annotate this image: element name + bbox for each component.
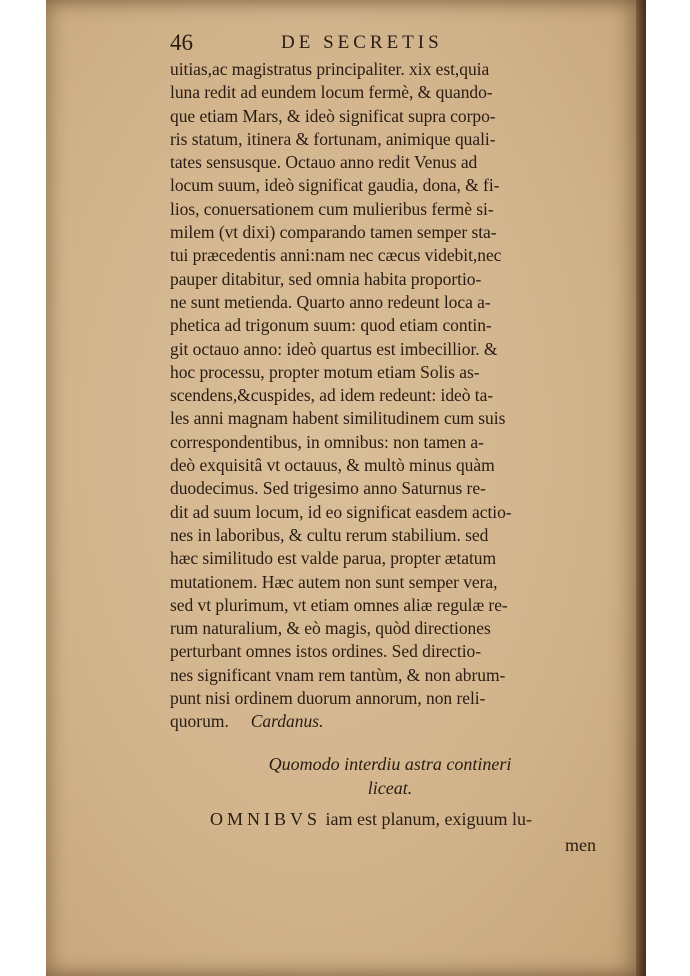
page-header	[170, 30, 600, 56]
text-line: les anni magnam habent similitudinem cum suis	[170, 408, 506, 429]
text-line: deò exquisitâ vt octauus, & multò minus quàm	[170, 455, 495, 476]
text-line: ris statum, itinera & fortunam, animique quali-	[170, 128, 496, 149]
text-line: perturbant omnes istos ordines. Sed directio-	[170, 641, 482, 662]
text-line: que etiam Mars, & ideò significat supra corpo-	[170, 105, 496, 126]
catchword: men	[565, 835, 596, 855]
text-line: duodecimus. Sed trigesimo anno Saturnus re-	[170, 478, 486, 499]
author-signature: Cardanus.	[250, 711, 324, 732]
last-line-text: quorum.	[170, 711, 229, 732]
text-line: punt nisi ordinem duorum annorum, non reli-	[170, 688, 486, 709]
text-line: pauper ditabitur, sed omnia habita proportio-	[170, 268, 482, 289]
text-line: locum suum, ideò significat gaudia, dona, & fi-	[170, 175, 500, 196]
section-opening	[210, 806, 610, 858]
body-text	[170, 58, 620, 734]
text-line: nes in laboribus, & cultu rerum stabilium. sed	[170, 524, 489, 545]
text-line: milem (vt dixi) comparando tamen semper sta-	[170, 222, 497, 243]
text-line: tui præcedentis anni:nam nec cæcus videbit,nec	[170, 245, 502, 266]
running-head: DE SECRETIS	[281, 32, 443, 53]
text-line: lios, conuersationem cum mulieribus fermè si-	[170, 198, 494, 219]
section-heading	[200, 752, 580, 800]
text-line: hæc similitudo est valde parua, propter ætatum	[170, 548, 497, 569]
text-line: mutationem. Hæc autem non sunt semper vera,	[170, 571, 498, 592]
last-text-line	[170, 710, 610, 733]
section-heading-line: liceat.	[367, 778, 413, 798]
text-line: ne sunt metienda. Quarto anno redeunt loca a-	[170, 291, 491, 312]
text-line: tates sensusque. Octauo anno redit Venus ad	[170, 152, 478, 173]
text-line: scendens,&cuspides, ad idem redeunt: ideò ta-	[170, 385, 494, 406]
opening-line-text: iam est planum, exiguum lu-	[321, 809, 532, 829]
text-line: phetica ad trigonum suum: quod etiam contin-	[170, 315, 492, 336]
text-line: dit ad suum locum, id eo significat easdem actio-	[170, 501, 512, 522]
text-line: git octauo anno: ideò quartus est imbecillior. &	[170, 338, 498, 359]
opening-word: OMNIBVS	[210, 809, 322, 829]
text-line: rum naturalium, & eò magis, quòd directiones	[170, 618, 491, 639]
text-line: uitias,ac magistratus principaliter. xix est,quia	[170, 59, 490, 79]
text-line: nes significant vnam rem tantùm, & non abrum-	[170, 664, 506, 685]
page-number: 46	[170, 30, 193, 55]
text-line: hoc processu, propter motum etiam Solis as-	[170, 361, 480, 382]
text-line: sed vt plurimum, vt etiam omnes aliæ regulæ re-	[170, 594, 508, 615]
opening-line	[210, 806, 610, 832]
section-heading-line: Quomodo interdiu astra contineri	[268, 754, 512, 774]
text-line: luna redit ad eundem locum fermè, & quando-	[170, 82, 493, 103]
text-line: correspondentibus, in omnibus: non tamen a-	[170, 431, 484, 452]
